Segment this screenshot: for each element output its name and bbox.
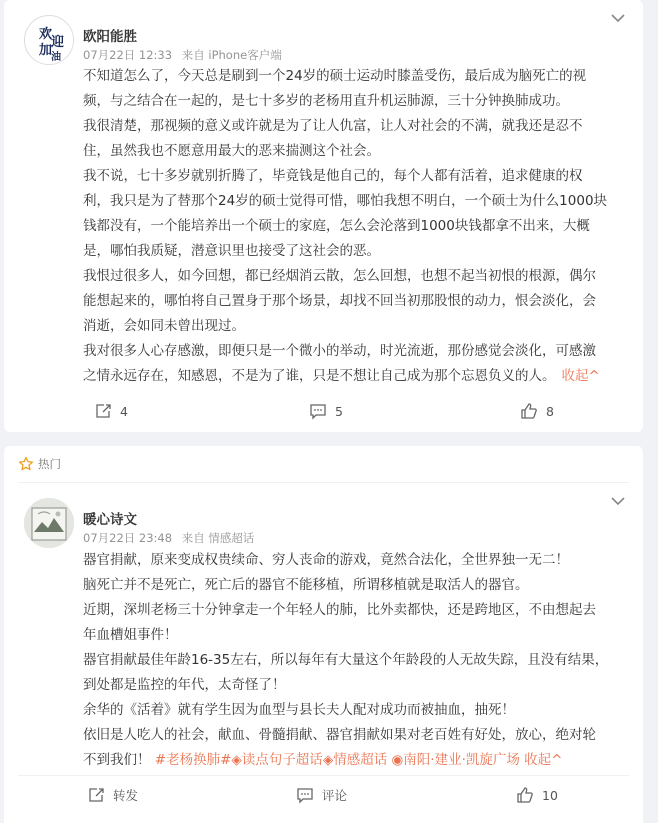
svg-text:加: 加 <box>39 43 53 58</box>
body-text: 住，虽然我也不愿意用最大的恶来揣测这个社会。 <box>83 143 380 159</box>
comment-count: 5 <box>335 403 343 419</box>
post-body <box>83 548 628 773</box>
post-source: 来自 iPhone客户端 <box>181 48 282 62</box>
repost-button[interactable] <box>94 402 128 420</box>
divider <box>18 775 629 776</box>
body-text: 利，我只是为了替那个24岁的硕士觉得可惜，哪怕我想不明白，一个硕士为什么1000块 <box>83 193 608 209</box>
repost-icon <box>94 402 112 420</box>
topic-tag-lao-yang[interactable]: #老杨换肺# <box>154 752 232 768</box>
body-text: 频，与之结合在一起的，是七十多岁的老杨用直升机运肺源，三十分钟换肺成功。 <box>83 93 569 109</box>
chevron-down-icon[interactable] <box>610 13 626 23</box>
body-text: 不知道怎么了，今天总是刷到一个24岁的硕士运动时膝盖受伤，最后成为脑死亡的视 <box>83 68 587 84</box>
body-line <box>83 139 628 164</box>
body-text: 是，哪怕我质疑，潜意识里也接受了这社会的恶。 <box>83 243 380 259</box>
divider <box>18 482 629 483</box>
location-tag[interactable]: ◉南阳·建业·凯旋广场 <box>391 752 520 768</box>
collapse-link[interactable]: 收起^ <box>524 752 563 768</box>
post-body <box>83 64 628 389</box>
collapse-link[interactable]: 收起^ <box>561 368 600 384</box>
like-icon <box>516 786 534 804</box>
repost-icon <box>87 786 105 804</box>
body-text: 钱都没有，一个能培养出一个硕士的家庭，怎么会沦落到1000块钱都拿不出来，大概 <box>83 218 590 234</box>
like-button[interactable] <box>520 402 554 420</box>
avatar[interactable] <box>24 498 74 548</box>
hot-label: 热门 <box>38 457 61 471</box>
avatar[interactable] <box>24 15 74 65</box>
body-line <box>83 114 628 139</box>
body-line <box>83 339 628 364</box>
body-line <box>83 89 628 114</box>
post-meta <box>83 530 260 546</box>
like-button[interactable] <box>516 786 558 804</box>
body-line: 余华的《活着》就有学生因为血型与县长夫人配对成功而被抽血，抽死！ <box>83 702 515 718</box>
avatar-landscape-icon <box>24 498 74 548</box>
like-count: 8 <box>546 403 554 419</box>
body-line: 到处都是监控的年代，太奇怪了！ <box>83 677 286 693</box>
comment-label: 评论 <box>322 788 348 803</box>
body-line <box>83 164 628 189</box>
body-line <box>83 214 628 239</box>
username[interactable]: 暖心诗文 <box>83 512 137 528</box>
topic-tag-emotion[interactable]: ◈情感超话 <box>322 752 388 768</box>
post-time[interactable]: 07月22日 23:48 <box>83 531 173 545</box>
body-line <box>83 264 628 289</box>
repost-label: 转发 <box>113 788 139 803</box>
body-line: 依旧是人吃人的社会，献血、骨髓捐献、器官捐献如果对老百姓有好处，放心，绝对轮 <box>83 727 596 743</box>
body-line <box>83 189 628 214</box>
body-line: 年血槽姐事件！ <box>83 627 178 643</box>
body-line <box>83 64 628 89</box>
comment-icon <box>309 402 327 420</box>
svg-text:欢: 欢 <box>39 27 53 42</box>
body-text: 我恨过很多人，如今回想，都已经烟消云散，怎么回想，也想不起当初恨的根源，偶尔 <box>83 268 596 284</box>
body-text: 之情永远存在，知感恩，不是为了谁，只是不想让自己成为那个忘恩负义的人。 <box>83 368 556 384</box>
like-icon <box>520 402 538 420</box>
body-line: 近期，深圳老杨三十分钟拿走一个年轻人的肺，比外卖都快，还是跨地区，不由想起去 <box>83 602 596 618</box>
post-source: 来自 情感超话 <box>181 531 255 545</box>
post-card <box>4 446 643 823</box>
body-line <box>83 289 628 314</box>
comment-button[interactable] <box>309 402 343 420</box>
post-time[interactable]: 07月22日 12:33 <box>83 48 173 62</box>
username[interactable]: 欧阳能胜 <box>83 29 137 45</box>
comment-icon <box>296 786 314 804</box>
post-card <box>4 0 643 432</box>
body-text: 消逝，会如同未曾出现过。 <box>83 318 245 334</box>
body-line: 器官捐献，原来变成权贵续命、穷人丧命的游戏，竟然合法化，全世界独一无二！ <box>83 552 569 568</box>
body-text: 能想起来的，哪怕将自己置身于那个场景，却找不回当初那股恨的动力，恨会淡化，会 <box>83 293 596 309</box>
repost-button[interactable] <box>87 786 138 804</box>
svg-text:迎: 迎 <box>51 35 65 50</box>
tag-line <box>83 748 628 773</box>
body-text: 我很清楚，那视频的意义或许就是为了让人仇富，让人对社会的不满，就我还是忍不 <box>83 118 583 134</box>
body-line: 器官捐献最佳年龄16-35左右，所以每年有大量这个年龄段的人无故失踪，且没有结果， <box>83 652 609 668</box>
action-bar <box>4 402 643 426</box>
svg-text:油: 油 <box>51 52 61 63</box>
repost-count: 4 <box>120 403 128 419</box>
chevron-down-icon[interactable] <box>610 496 626 506</box>
post-meta <box>83 47 288 63</box>
body-line: 脑死亡并不是死亡，死亡后的器官不能移植，所谓移植就是取活人的器官。 <box>83 577 529 593</box>
action-bar <box>4 786 643 810</box>
hot-badge <box>18 456 61 472</box>
body-line <box>83 314 628 339</box>
avatar-calligraphy-icon <box>25 16 74 65</box>
comment-button[interactable] <box>296 786 347 804</box>
like-count: 10 <box>542 787 558 803</box>
hot-star-icon <box>18 456 34 472</box>
body-line <box>83 364 628 389</box>
body-line <box>83 239 628 264</box>
topic-tag-read-sentences[interactable]: ◈读点句子超话 <box>231 752 323 768</box>
body-text: 我对很多人心存感激，即便只是一个微小的举动，时光流逝，那份感觉会淡化，可感激 <box>83 343 596 359</box>
body-text: 我不说，七十多岁就别折腾了，毕竟钱是他自己的，每个人都有活着，追求健康的权 <box>83 168 583 184</box>
last-line: 不到我们！ <box>83 752 151 768</box>
